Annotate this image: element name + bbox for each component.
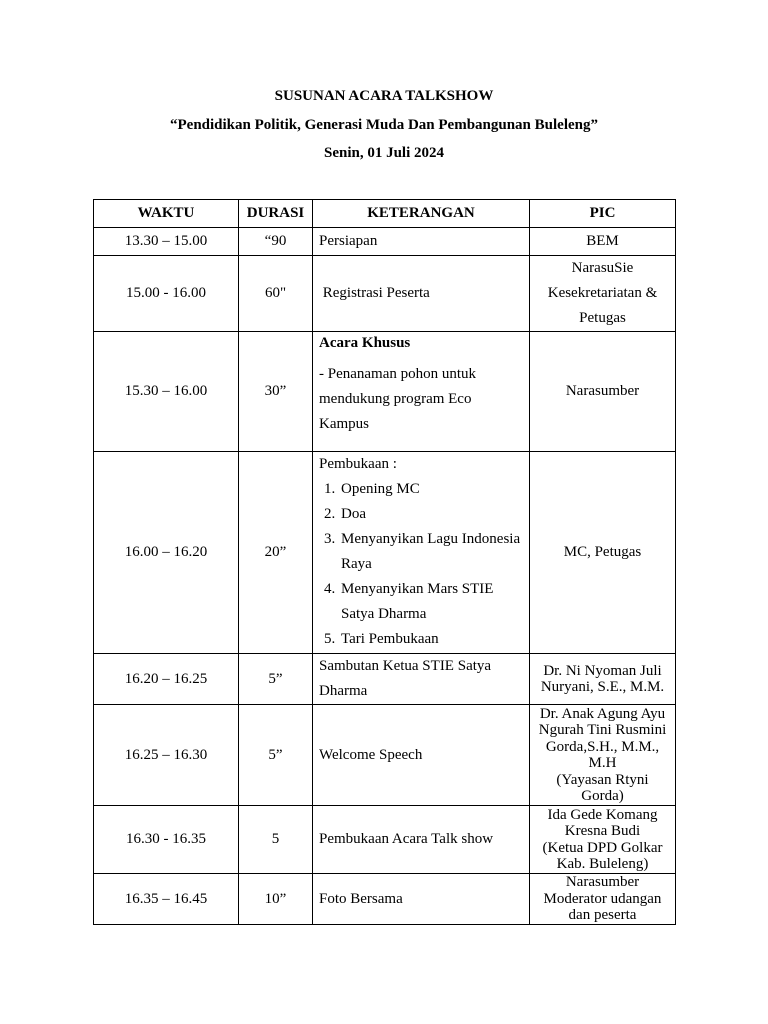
cell-waktu: 16.20 – 16.25 — [94, 654, 239, 705]
cell-keterangan: Persiapan — [313, 228, 530, 256]
pic-line: Ida Gede Komang Kresna Budi — [547, 806, 658, 839]
list-item: 4. Menyanyikan Mars STIE Satya Dharma — [339, 577, 523, 627]
cell-keterangan: Registrasi Peserta — [313, 256, 530, 332]
cell-keterangan: Welcome Speech — [313, 705, 530, 806]
table-row — [94, 332, 676, 452]
cell-durasi: “90 — [239, 228, 313, 256]
table-header-row — [94, 200, 676, 228]
cell-durasi: 30” — [239, 332, 313, 452]
cell-pic — [530, 806, 676, 874]
cell-pic: Narasumber Moderator udangan dan peserta — [530, 874, 676, 925]
keterangan-title: Acara Khusus — [319, 335, 411, 351]
header-keterangan: KETERANGAN — [313, 200, 530, 228]
document-subtitle: “Pendidikan Politik, Generasi Muda Dan Pembangunan Buleleng” — [170, 117, 598, 133]
list-item: 1. Opening MC — [339, 477, 523, 502]
cell-keterangan: Foto Bersama — [313, 874, 530, 925]
table-row — [94, 705, 676, 806]
cell-keterangan — [313, 452, 530, 654]
cell-keterangan: Pembukaan Acara Talk show — [313, 806, 530, 874]
cell-waktu: 15.00 - 16.00 — [94, 256, 239, 332]
cell-durasi: 5 — [239, 806, 313, 874]
document-date: Senin, 01 Juli 2024 — [323, 145, 445, 161]
cell-waktu: 16.00 – 16.20 — [94, 452, 239, 654]
cell-pic — [530, 256, 676, 332]
pic-line: Petugas — [579, 310, 626, 326]
pic-line: (Yayasan Rtyni Gorda) — [556, 771, 649, 804]
cell-pic: Narasumber — [530, 332, 676, 452]
cell-pic: Dr. Ni Nyoman Juli Nuryani, S.E., M.M. — [530, 654, 676, 705]
cell-durasi: 5” — [239, 654, 313, 705]
header-pic: PIC — [530, 200, 676, 228]
table-row — [94, 654, 676, 705]
schedule-table — [93, 199, 676, 925]
cell-pic: BEM — [530, 228, 676, 256]
cell-waktu: 15.30 – 16.00 — [94, 332, 239, 452]
pic-line: (Ketua DPD Golkar Kab. Buleleng) — [542, 839, 663, 872]
cell-durasi: 10” — [239, 874, 313, 925]
cell-durasi: 60" — [239, 256, 313, 332]
cell-keterangan: Sambutan Ketua STIE Satya Dharma — [313, 654, 530, 705]
pic-line: NarasuSie — [571, 260, 634, 276]
list-item: 3. Menyanyikan Lagu Indonesia Raya — [339, 527, 523, 577]
header-waktu: WAKTU — [94, 200, 239, 228]
pic-line: Dr. Anak Agung Ayu Ngurah Tini Rusmini Gorda,S.H., M.M., M.H — [538, 705, 667, 771]
table-row — [94, 874, 676, 925]
cell-pic: MC, Petugas — [530, 452, 676, 654]
keterangan-text: - Penanaman pohon untuk mendukung program Eco Kampus — [319, 366, 477, 432]
cell-durasi: 5” — [239, 705, 313, 806]
cell-waktu: 16.30 - 16.35 — [94, 806, 239, 874]
keterangan-title: Pembukaan : — [319, 456, 397, 472]
document-title: SUSUNAN ACARA TALKSHOW — [274, 88, 494, 104]
table-row — [94, 452, 676, 654]
cell-keterangan — [313, 332, 530, 452]
cell-waktu: 16.25 – 16.30 — [94, 705, 239, 806]
list-item: 5. Tari Pembukaan — [339, 627, 523, 652]
table-row — [94, 256, 676, 332]
cell-waktu: 16.35 – 16.45 — [94, 874, 239, 925]
header-durasi: DURASI — [239, 200, 313, 228]
cell-waktu: 13.30 – 15.00 — [94, 228, 239, 256]
pic-line: Kesekretariatan & — [547, 285, 658, 301]
table-row — [94, 228, 676, 256]
cell-durasi: 20” — [239, 452, 313, 654]
table-row — [94, 806, 676, 874]
cell-pic — [530, 705, 676, 806]
agenda-list — [319, 477, 523, 652]
list-item: 2. Doa — [339, 502, 523, 527]
